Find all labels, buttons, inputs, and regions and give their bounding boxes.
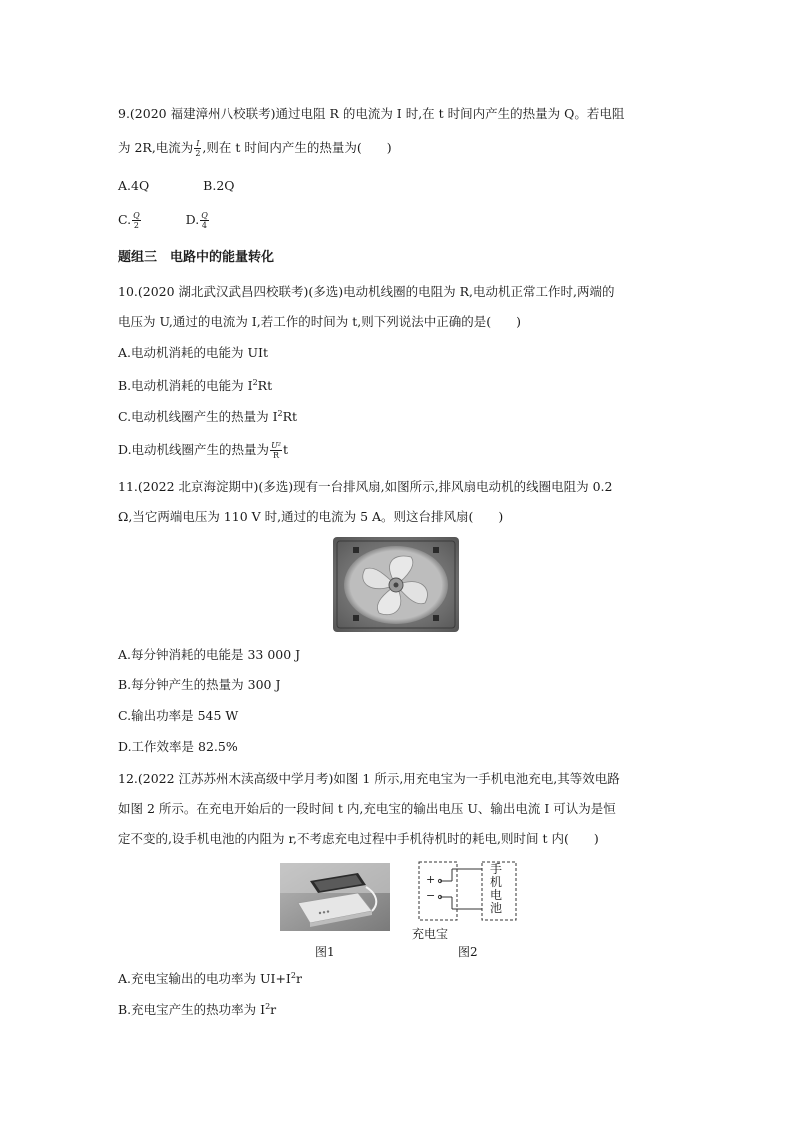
q9-options-row-2: [118, 210, 210, 230]
q11-option-c: C.输出功率是 545 W: [118, 708, 239, 723]
exhaust-fan-image: [333, 537, 459, 632]
q10-stem-line-2: 电压为 U,通过的电流为 I,若工作的时间为 t,则下列说法中正确的是( ): [118, 314, 521, 329]
q9-stem-line-2: [118, 138, 392, 158]
q10-option-b: B.电动机消耗的电能为 $I^2Rt$: [118, 378, 273, 394]
q10-stem-line-1: 10.(2020 湖北武汉武昌四校联考)(多选)电动机线圈的电阻为 R,电动机正常工作时,两端的: [118, 284, 615, 299]
fraction-numerator: I: [196, 139, 200, 148]
fraction-denominator: 2: [195, 149, 201, 158]
q12-stem-line-3: 定不变的,设手机电池的内阻为 r,不考虑充电过程中手机待机时的耗电,则时间 t 内( ): [118, 831, 599, 846]
q12-stem-line-2: 如图 2 所示。在充电开始后的一段时间 t 内,充电宝的输出电压 U、输出电流 I 可认为是恒: [118, 801, 616, 816]
q12-option-a: A.充电宝输出的电功率为 $UI+I^2r$: [118, 971, 302, 987]
q11-option-d: D.工作效率是 82.5%: [118, 739, 238, 754]
q9-stem-line-1: 9.(2020 福建漳州八校联考)通过电阻 R 的电流为 I 时,在 t 时间内产生的热量为 Q。若电阻: [118, 106, 625, 121]
q9-option-c: C. $\frac{Q}{2}$: [118, 211, 140, 230]
q12-option-b: B.充电宝产生的热功率为 $I^2r$: [118, 1002, 277, 1018]
equivalent-circuit-diagram: [412, 861, 518, 941]
q10-option-d: D.电动机线圈产生的热量为 $\frac{\text{U²}}{R}$ t: [118, 441, 289, 460]
plus-terminal: +: [426, 873, 436, 886]
q9-option-b: B.2Q: [203, 178, 235, 193]
q9-option-d: D. $\frac{Q}{4}$: [185, 211, 208, 230]
q9-stem-text: 为 2R,电流为: [118, 140, 194, 155]
q11-option-a: A.每分钟消耗的电能是 33 000 J: [118, 647, 301, 662]
q9-stem-text: ,则在 t 时间内产生的热量为( ): [202, 140, 392, 155]
phone-battery-label: 手机电池: [490, 862, 503, 915]
q9-option-a: A.4Q: [118, 178, 150, 193]
power-bank-label: 充电宝: [412, 927, 449, 941]
q11-stem-line-2: Ω,当它两端电压为 110 V 时,通过的电流为 5 A。则这台排风扇( ): [118, 509, 504, 524]
q11-option-b: B.每分钟产生的热量为 300 J: [118, 677, 281, 692]
q12-stem-line-1: 12.(2022 江苏苏州木渎高级中学月考)如图 1 所示,用充电宝为一手机电池充电,其等效电路: [118, 771, 620, 786]
minus-terminal: −: [426, 889, 436, 902]
q9-current-fraction: [194, 139, 201, 158]
section-heading: 题组三 电路中的能量转化: [118, 250, 275, 265]
q11-stem-line-1: 11.(2022 北京海淀期中)(多选)现有一台排风扇,如图所示,排风扇电动机的线圈电阻为 0.2: [118, 479, 613, 494]
figure-2-caption: 图2: [458, 945, 478, 959]
power-bank-photo: [280, 863, 390, 931]
q10-option-a: A.电动机消耗的电能为 UIt: [118, 345, 268, 360]
q10-option-c: C.电动机线圈产生的热量为 $I^2Rt$: [118, 409, 298, 425]
figure-1-caption: 图1: [315, 945, 335, 959]
q9-options-row-1: [118, 176, 235, 196]
